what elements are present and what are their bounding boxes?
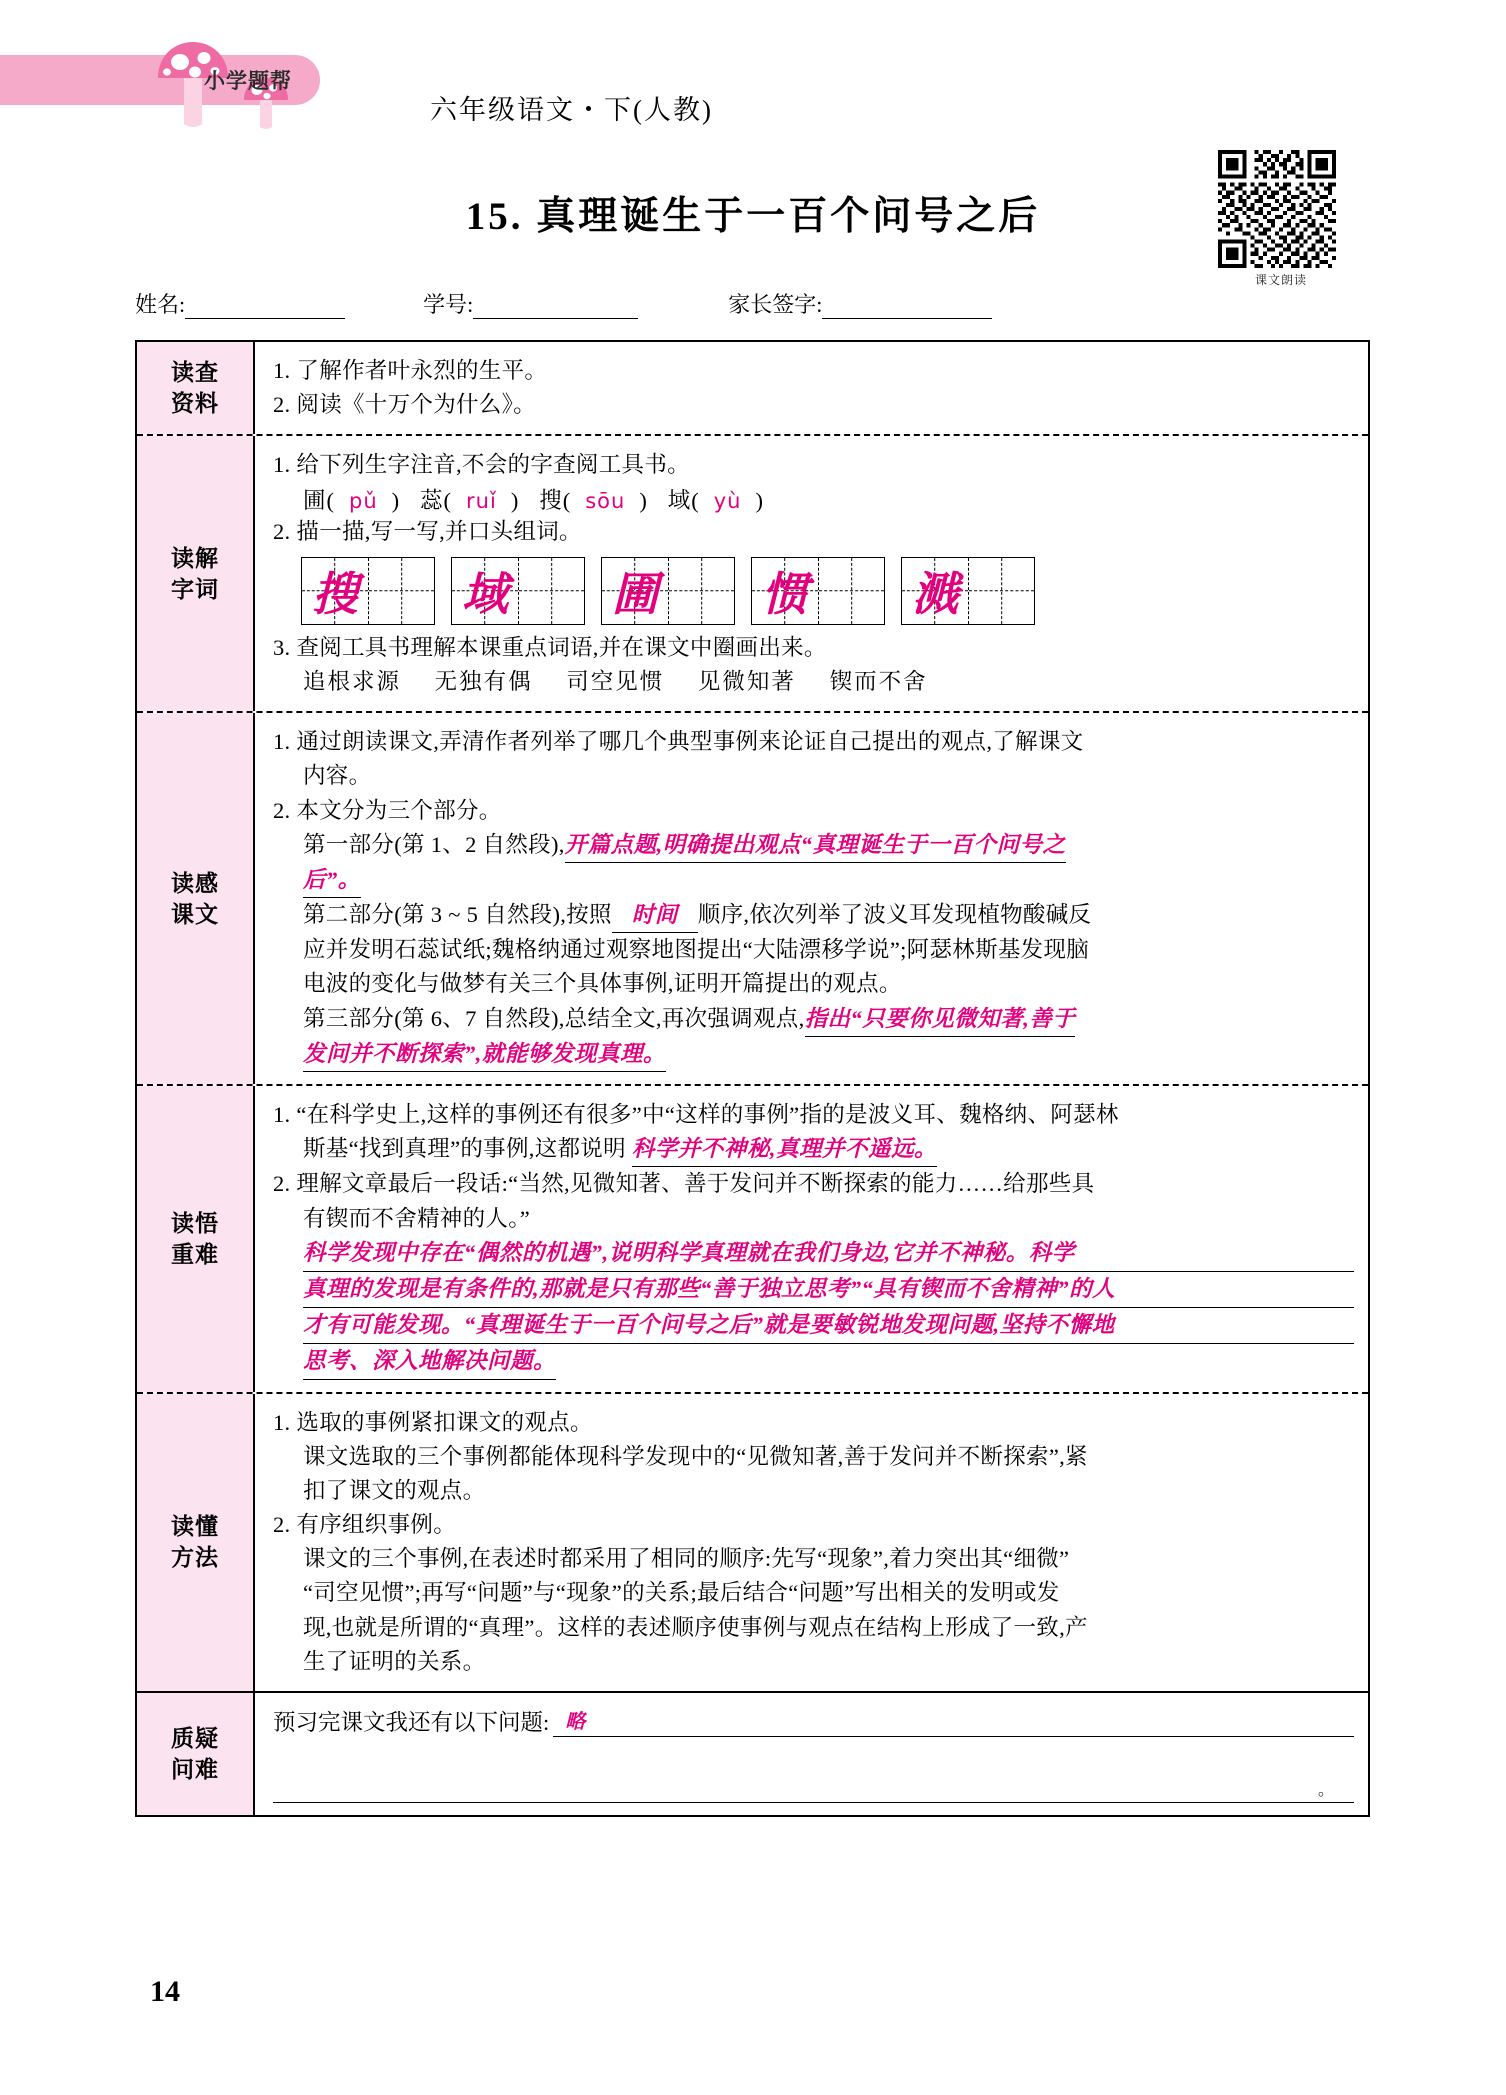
student-id-blank[interactable] — [473, 297, 638, 319]
char-cell-empty[interactable] — [368, 558, 434, 624]
section-label-keypoints-line2: 重难 — [171, 1240, 219, 1267]
comp-part3-answer-line1[interactable]: 指出“只要你见微知著,善于 — [805, 1002, 1076, 1037]
key-q2-line2: 有锲而不舍精神的人。” — [303, 1205, 531, 1231]
question-answer-rule-1[interactable] — [553, 1711, 1354, 1737]
section-label-keypoints — [137, 1086, 255, 1392]
char-cell-empty[interactable] — [968, 558, 1034, 624]
method-line-3: 扣了课文的观点。 — [303, 1477, 486, 1503]
section-label-questions-line1: 质疑 — [171, 1724, 219, 1751]
comp-part2-line2: 应并发明石蕊试纸;魏格纳通过观察地图提出“大陆漂移学说”;阿瑟林斯基发现脑 — [303, 937, 1090, 963]
char-cell-empty[interactable] — [668, 558, 734, 624]
comp-question-1-line1: 1. 通过朗读课文,弄清作者列举了哪几个典型事例来论证自己提出的观点,了解课文 — [273, 729, 1084, 755]
question-answer-text[interactable]: 略 — [565, 1711, 586, 1733]
idiom-item: 司空见惯 — [566, 668, 665, 694]
page-header — [0, 0, 1506, 150]
section-body-research — [255, 342, 1368, 434]
vocab-question-3: 3. 查阅工具书理解本课重点词语,并在课文中圈画出来。 — [273, 634, 827, 660]
brand-label: 小学题帮 — [204, 70, 292, 93]
name-field[interactable] — [135, 288, 345, 319]
method-line-7: 现,也就是所谓的“真理”。这样的表述顺序使事例与观点在结构上形成了一致,产 — [303, 1614, 1088, 1640]
section-label-vocabulary-line2: 字词 — [171, 575, 219, 602]
char-cell-filled — [452, 558, 518, 624]
key-answer-line-2[interactable]: 真理的发现是有条件的,那就是只有那些“善于独立思考”“具有锲而不舍精神”的人 — [303, 1272, 1354, 1308]
pinyin-value-4: yù — [713, 488, 742, 513]
page-title: 15. 真理诞生于一百个问号之后 — [465, 195, 1041, 238]
comp-part3-line — [273, 1002, 1354, 1037]
comp-part2-line — [273, 898, 1354, 933]
char-glyph: 搜 — [312, 568, 358, 620]
char-practice-box[interactable] — [301, 557, 435, 625]
method-line-6: “司空见惯”;再写“问题”与“现象”的关系;最后结合“问题”写出相关的发明或发 — [303, 1580, 1060, 1606]
student-id-label: 学号: — [423, 292, 474, 317]
section-row-vocabulary — [137, 434, 1368, 711]
name-blank[interactable] — [185, 297, 345, 319]
section-label-vocabulary-line1: 读解 — [171, 544, 219, 571]
section-body-vocabulary — [255, 436, 1368, 711]
section-body-questions — [255, 1693, 1368, 1815]
comp-part1-answer-line1[interactable]: 开篇点题,明确提出观点“真理诞生于一百个问号之 — [565, 828, 1066, 863]
section-label-method — [137, 1394, 255, 1692]
pinyin-char-1: 圃 — [303, 487, 327, 513]
vocab-question-1: 1. 给下列生字注音,不会的字查阅工具书。 — [273, 452, 690, 478]
vocab-question-2: 2. 描一描,写一写,并口头组词。 — [273, 518, 582, 544]
pinyin-char-3: 搜 — [539, 487, 563, 513]
method-line-4: 2. 有序组织事例。 — [273, 1512, 457, 1538]
idiom-item: 追根求源 — [303, 668, 402, 694]
section-body-keypoints — [255, 1086, 1368, 1392]
grade-subject-line: 六年级语文・下(人教) — [430, 95, 713, 125]
char-cell-filled — [752, 558, 818, 624]
section-row-comprehension — [137, 711, 1368, 1084]
section-label-keypoints-line1: 读悟 — [171, 1209, 219, 1236]
student-id-field[interactable] — [423, 288, 638, 319]
pinyin-answer-row: 圃( pǔ ) 蕊( ruǐ ) 搜( sōu ) 域( yù ) — [303, 487, 764, 513]
student-info-row — [135, 288, 1375, 319]
char-practice-box[interactable] — [901, 557, 1035, 625]
idiom-list — [273, 665, 1354, 699]
section-body-comprehension — [255, 713, 1368, 1084]
parent-sign-label: 家长签字: — [728, 292, 823, 317]
method-line-2: 课文选取的三个事例都能体现科学发现中的“见微知著,善于发问并不断探索”,紧 — [303, 1443, 1088, 1469]
section-row-method — [137, 1392, 1368, 1692]
section-body-method — [255, 1394, 1368, 1692]
key-answer-line-4[interactable]: 思考、深入地解决问题。 — [303, 1344, 556, 1379]
section-row-keypoints — [137, 1084, 1368, 1392]
pinyin-value-3: sōu — [585, 488, 626, 513]
worksheet-table — [135, 340, 1370, 1817]
key-answer-line-3[interactable]: 才有可能发现。“真理诞生于一百个问号之后”就是要敏锐地发现问题,坚持不懈地 — [303, 1308, 1354, 1344]
key-answer-block[interactable] — [273, 1236, 1354, 1380]
method-line-8: 生了证明的关系。 — [303, 1648, 486, 1674]
section-row-research — [137, 342, 1368, 434]
section-label-questions — [137, 1693, 255, 1815]
pinyin-char-2: 蕊 — [420, 487, 444, 513]
qr-code-image[interactable] — [1218, 150, 1336, 268]
char-cell-empty[interactable] — [818, 558, 884, 624]
idiom-item: 锲而不舍 — [829, 668, 928, 694]
key-answer-line-1[interactable]: 科学发现中存在“偶然的机遇”,说明科学真理就在我们身边,它并不神秘。科学 — [303, 1236, 1354, 1272]
section-label-comprehension — [137, 713, 255, 1084]
section-label-research — [137, 342, 255, 434]
section-label-method-line1: 读懂 — [171, 1513, 219, 1540]
pinyin-char-4: 域 — [667, 487, 692, 513]
char-glyph: 惯 — [762, 568, 808, 620]
comp-part3-prefix: 第三部分(第 6、7 自然段),总结全文,再次强调观点, — [303, 1005, 805, 1031]
comp-part1-line2 — [273, 863, 1354, 898]
comp-question-2: 2. 本文分为三个部分。 — [273, 797, 502, 823]
section-label-comprehension-line1: 读感 — [171, 869, 219, 896]
comp-part1-line — [273, 828, 1354, 863]
comp-part3-line2 — [273, 1037, 1354, 1072]
pinyin-value-1: pǔ — [349, 488, 378, 513]
char-practice-box[interactable] — [451, 557, 585, 625]
section-label-method-line2: 方法 — [171, 1544, 219, 1571]
research-item-1: 1. 了解作者叶永烈的生平。 — [273, 358, 548, 383]
char-cell-filled — [902, 558, 968, 624]
key-q2-line1: 2. 理解文章最后一段话:“当然,见微知著、善于发问并不断探索的能力……给那些具 — [273, 1171, 1095, 1197]
pinyin-value-2: ruǐ — [466, 488, 497, 513]
method-line-5: 课文的三个事例,在表述时都采用了相同的顺序:先写“现象”,着力突出其“细微” — [303, 1546, 1070, 1572]
char-practice-box[interactable] — [751, 557, 885, 625]
section-label-vocabulary — [137, 436, 255, 711]
comp-part2-blank-answer[interactable]: 时间 — [612, 898, 698, 933]
comp-part1-prefix: 第一部分(第 1、2 自然段), — [303, 831, 565, 857]
key-q1-line2-prefix: 斯基“找到真理”的事例,这都说明 — [303, 1136, 626, 1162]
section-label-questions-line2: 问难 — [171, 1756, 219, 1782]
char-cell-filled — [302, 558, 368, 624]
char-practice-box[interactable] — [601, 557, 735, 625]
section-row-questions — [137, 1691, 1368, 1815]
idiom-item: 见微知著 — [697, 668, 796, 694]
question-prompt-label: 预习完课文我还有以下问题: — [273, 1710, 550, 1735]
qr-code-label: 课文朗读 — [1254, 273, 1307, 287]
method-line-1: 1. 选取的事例紧扣课文的观点。 — [273, 1409, 593, 1435]
comp-part2-suffix: 顺序,依次列举了波义耳发现植物酸碱反 — [697, 902, 1092, 928]
char-glyph: 域 — [462, 568, 508, 620]
section-label-research-line1: 读查 — [171, 359, 219, 386]
key-q1-answer[interactable]: 科学并不神秘,真理并不遥远。 — [632, 1132, 937, 1167]
qr-code-block[interactable] — [1218, 150, 1344, 288]
parent-sign-blank[interactable] — [822, 297, 992, 319]
comp-part2-prefix: 第二部分(第 3 ~ 5 自然段),按照 — [303, 902, 612, 928]
section-label-comprehension-line2: 课文 — [171, 900, 219, 927]
section-label-research-line2: 资料 — [171, 390, 219, 417]
comp-question-1-line2: 内容。 — [303, 763, 372, 789]
key-q1-line1: 1. “在科学史上,这样的事例还有很多”中“这样的事例”指的是波义耳、魏格纳、阿瑟林 — [273, 1102, 1119, 1127]
question-answer-rule-2[interactable] — [273, 1759, 1354, 1803]
char-glyph: 圃 — [612, 568, 658, 620]
char-glyph: 溅 — [912, 568, 958, 620]
key-q1-line2 — [273, 1132, 1354, 1167]
char-cell-filled — [602, 558, 668, 624]
comp-part3-answer-line2[interactable]: 发问并不断探索”,就能够发现真理。 — [303, 1037, 666, 1072]
name-label: 姓名: — [135, 292, 186, 317]
comp-part1-answer-line2[interactable]: 后”。 — [303, 863, 361, 898]
char-cell-empty[interactable] — [518, 558, 584, 624]
comp-part2-line3: 电波的变化与做梦有关三个具体事例,证明开篇提出的观点。 — [303, 971, 902, 997]
question-end-mark: 。 — [1317, 1782, 1334, 1799]
research-item-2: 2. 阅读《十万个为什么》。 — [273, 392, 536, 418]
page-number: 14 — [150, 1975, 180, 2008]
parent-signature-field[interactable] — [728, 288, 992, 319]
character-practice-grid — [301, 557, 1354, 625]
question-prompt-row — [273, 1705, 1354, 1737]
brand-badge — [0, 55, 320, 105]
idiom-item: 无独有偶 — [434, 668, 533, 694]
